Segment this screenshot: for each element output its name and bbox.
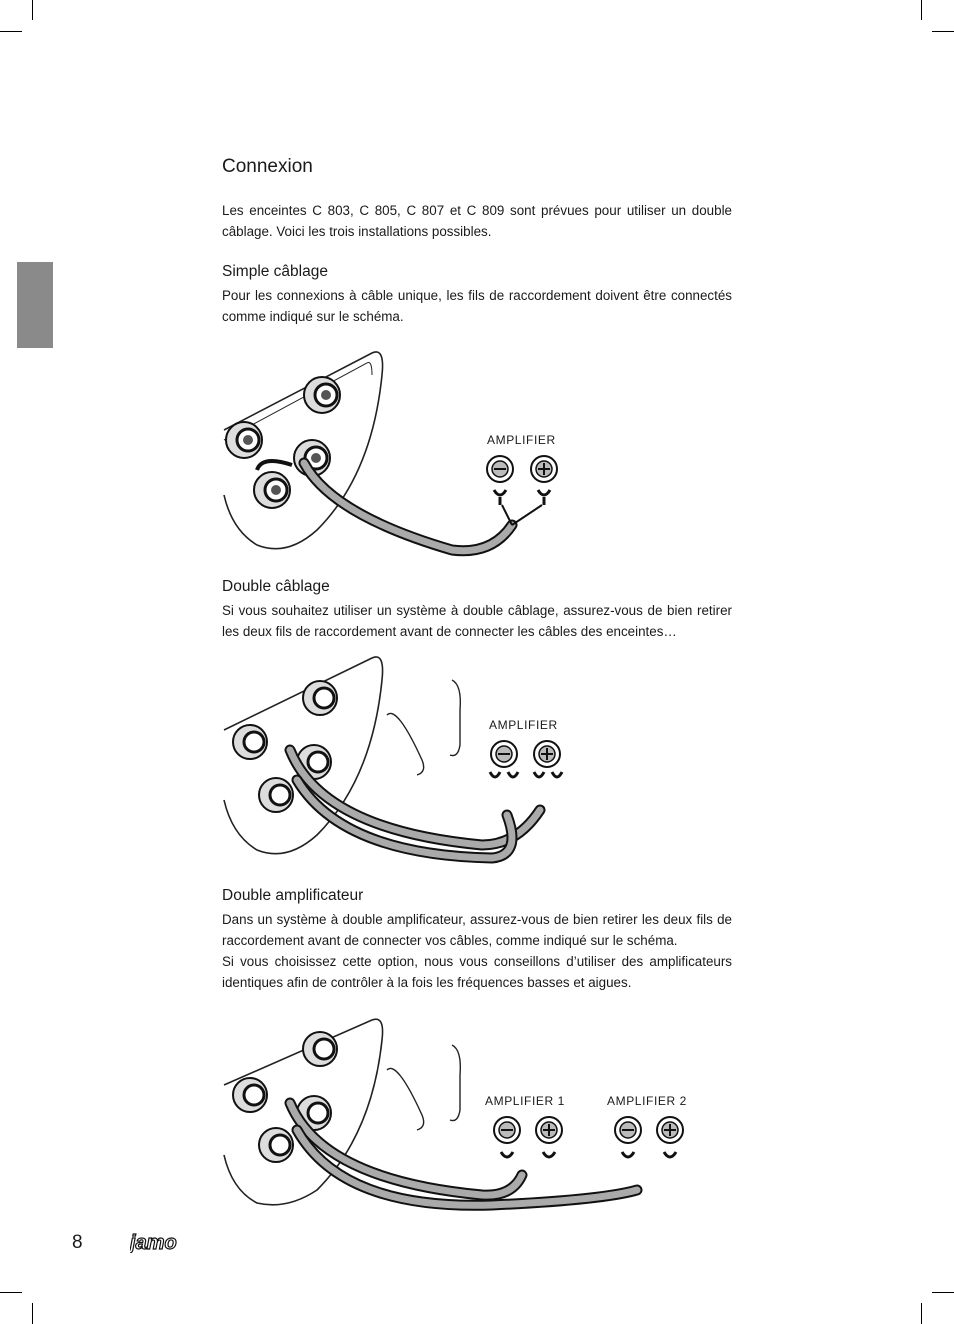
binding-post-icon xyxy=(259,1128,293,1162)
bi-amp-wiring-diagram xyxy=(222,1015,742,1215)
plus-terminal-icon xyxy=(534,741,560,767)
crop-mark xyxy=(921,0,922,20)
page-title: Connexion xyxy=(222,156,313,177)
binding-post-icon xyxy=(233,1078,267,1112)
amplifier-label: AMPLIFIER xyxy=(487,433,556,447)
binding-post-icon xyxy=(303,1032,337,1066)
jumper-link-icon xyxy=(387,1068,424,1130)
section-heading-simple: Simple câblage xyxy=(222,263,328,280)
plus-terminal-icon xyxy=(536,1117,562,1143)
intro-paragraph: Les enceintes C 803, C 805, C 807 et C 809 sont prévues pour utiliser un double câblage. Voici les trois installations possibles. xyxy=(222,203,732,239)
crop-mark xyxy=(32,1303,33,1324)
paragraph: Si vous choisissez cette option, nous vous conseillons d’utiliser des amplificateurs identiques afin de contrôler à la fois les fréquences basses et aigues. xyxy=(222,954,732,990)
paragraph: Pour les connexions à câble unique, les fils de raccordement doivent être connectés comme indiqué sur le schéma. xyxy=(222,288,732,324)
binding-post-icon xyxy=(304,377,340,413)
minus-terminal-icon xyxy=(494,1117,520,1143)
crop-mark xyxy=(921,1303,922,1324)
crop-mark xyxy=(932,1292,954,1293)
minus-terminal-icon xyxy=(487,456,513,482)
section-heading-double-cablage: Double câblage xyxy=(222,578,330,595)
crop-mark xyxy=(932,31,954,32)
simple-wiring-diagram xyxy=(222,345,742,560)
amplifier-1-label: AMPLIFIER 1 xyxy=(485,1094,565,1108)
amplifier-label: AMPLIFIER xyxy=(489,718,558,732)
binding-post-icon xyxy=(259,778,293,812)
double-wiring-diagram xyxy=(222,650,742,865)
jamo-logo xyxy=(130,1233,210,1253)
language-tab-marker xyxy=(17,262,53,348)
section-text-double-cablage xyxy=(222,600,732,642)
page-number: 8 xyxy=(72,1232,83,1253)
plus-terminal-icon xyxy=(531,456,557,482)
section-heading-double-amplificateur: Double amplificateur xyxy=(222,887,364,904)
section-text-double-amplificateur xyxy=(222,909,732,993)
plus-terminal-icon xyxy=(657,1117,683,1143)
crop-mark xyxy=(0,1292,22,1293)
crop-mark xyxy=(0,31,22,32)
amplifier-2-label: AMPLIFIER 2 xyxy=(607,1094,687,1108)
jumper-link-icon xyxy=(387,713,424,775)
brand-wordmark: jamo xyxy=(130,1233,177,1253)
minus-terminal-icon xyxy=(491,741,517,767)
binding-post-icon xyxy=(233,725,267,759)
paragraph: Si vous souhaitez utiliser un système à double câblage, assurez-vous de bien retirer les deux fils de raccordement avant de connecter les câbles des enceintes… xyxy=(222,603,732,639)
binding-post-icon xyxy=(254,472,290,508)
crop-mark xyxy=(32,0,33,20)
paragraph: Dans un système à double amplificateur, assurez-vous de bien retirer les deux fils de raccordement avant de connecter vos câbles, comme indiqué sur le schéma. xyxy=(222,912,732,948)
section-text-simple xyxy=(222,285,732,327)
minus-terminal-icon xyxy=(615,1117,641,1143)
binding-post-icon xyxy=(303,681,337,715)
binding-post-icon xyxy=(226,422,262,458)
jumper-link-icon xyxy=(450,680,460,756)
jumper-link-icon xyxy=(450,1045,460,1121)
